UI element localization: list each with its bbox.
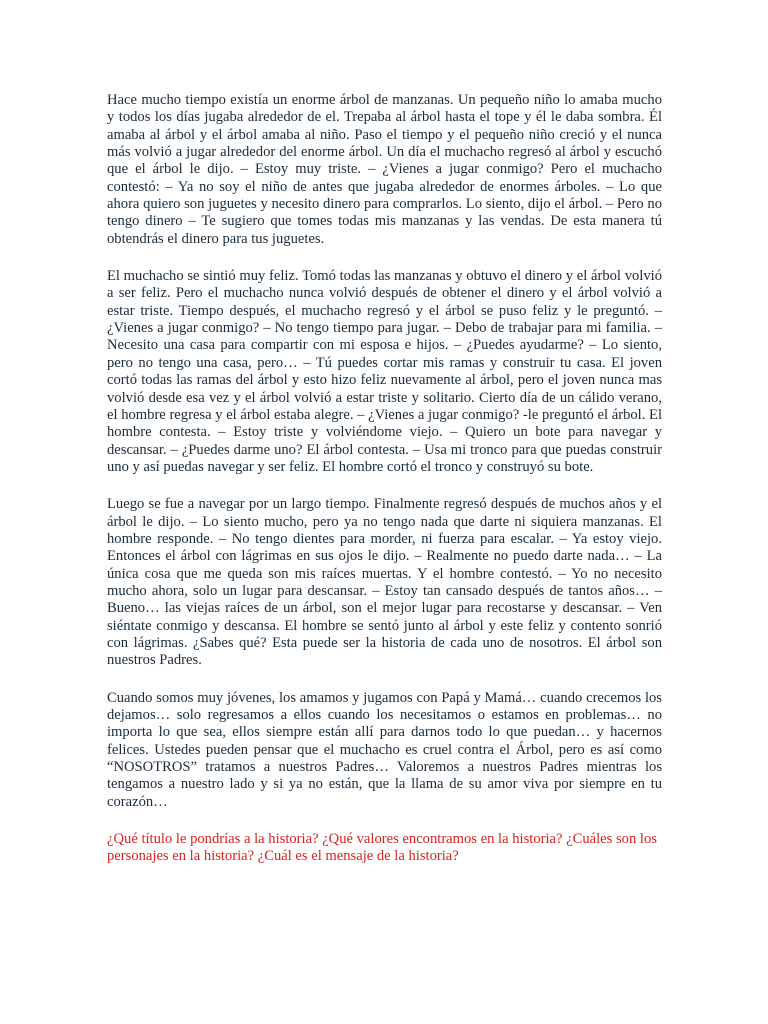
story-paragraph-1: Hace mucho tiempo existía un enorme árbol de manzanas. Un pequeño niño lo amaba mucho y todos los días jugaba alrededor de el. Trepaba al árbol hasta el tope y él le daba sombra. Él amaba al árbol y el árbol amaba al niño. Paso el tiempo y el pequeño niño creció y el nunca más volvió a jugar alrededor del enorme árbol. Un día el muchacho regresó al árbol y escuchó que el árbol le dijo. – Estoy muy triste. – ¿Vienes a jugar conmigo? Pero el muchacho contestó: – Ya no soy el niño de antes que jugaba alrededor de enormes árboles. – Lo que ahora quiero son juguetes y necesito dinero para comprarlos. Lo siento, dijo el árbol. – Pero no tengo dinero – Te sugiero que tomes todas mis manzanas y las vendas. De esta manera tú obtendrás el dinero para tus juguetes.: [107, 92, 662, 247]
document-page: [107, 92, 662, 886]
story-paragraph-3: Luego se fue a navegar por un largo tiempo. Finalmente regresó después de muchos años y el árbol le dijo. – Lo siento mucho, pero ya no tengo nada que darte ni siquiera manzanas. El hombre responde. – No tengo dientes para morder, ni fuerza para escalar. – Ya estoy viejo. Entonces el árbol con lágrimas en sus ojos le dijo. – Realmente no puedo darte nada… – La única cosa que me queda son mis raíces muertas. Y el hombre contestó. – Yo no necesito mucho ahora, solo un lugar para descansar. – Estoy tan cansado después de tantos años… – Bueno… las viejas raíces de un árbol, son el mejor lugar para recostarse y descansar. – Ven siéntate conmigo y descansa. El hombre se sentó junto al árbol y este feliz y contento sonrió con lágrimas. ¿Sabes qué? Esta puede ser la historia de cada uno de nosotros. El árbol son nuestros Padres.: [107, 496, 662, 669]
discussion-questions: ¿Qué título le pondrías a la historia? ¿Qué valores encontramos en la historia? ¿Cuáles son los personajes en la historia? ¿Cuál es el mensaje de la historia?: [107, 831, 657, 865]
story-paragraph-2: El muchacho se sintió muy feliz. Tomó todas las manzanas y obtuvo el dinero y el árbol volvió a ser feliz. Pero el muchacho nunca volvió después de obtener el dinero y el árbol volvió a estar triste. Tiempo después, el muchacho regresó y el árbol se puso feliz y le preguntó. – ¿Vienes a jugar conmigo? – No tengo tiempo para jugar. – Debo de trabajar para mi familia. – Necesito una casa para compartir con mi esposa e hijos. – ¿Puedes ayudarme? – Lo siento, pero no tengo una casa, pero… – Tú puedes cortar mis ramas y construir tu casa. El joven cortó todas las ramas del árbol y esto hizo feliz nuevamente al árbol, pero el joven nunca mas volvió desde esa vez y el árbol volvió a estar triste y solitario. Cierto día de un cálido verano, el hombre regresa y el árbol estaba alegre. – ¿Vienes a jugar conmigo? -le preguntó el árbol. El hombre contesta. – Estoy triste y volviéndome viejo. – Quiero un bote para navegar y descansar. – ¿Puedes darme uno? El árbol contesta. – Usa mi tronco para que puedas construir uno y así puedas navegar y ser feliz. El hombre cortó el tronco y construyó su bote.: [107, 268, 662, 475]
story-paragraph-4: Cuando somos muy jóvenes, los amamos y jugamos con Papá y Mamá… cuando crecemos los dejamos… solo regresamos a ellos cuando los necesitamos o estamos en problemas… no importa lo que sea, ellos siempre están allí para darnos todo lo que puedan… y hacernos felices. Ustedes pueden pensar que el muchacho es cruel contra el Árbol, pero es así como “NOSOTROS” tratamos a nuestros Padres… Valoremos a nuestros Padres mientras los tengamos a nuestro lado y si ya no están, que la llama de su amor viva por siempre en tu corazón…: [107, 689, 662, 810]
